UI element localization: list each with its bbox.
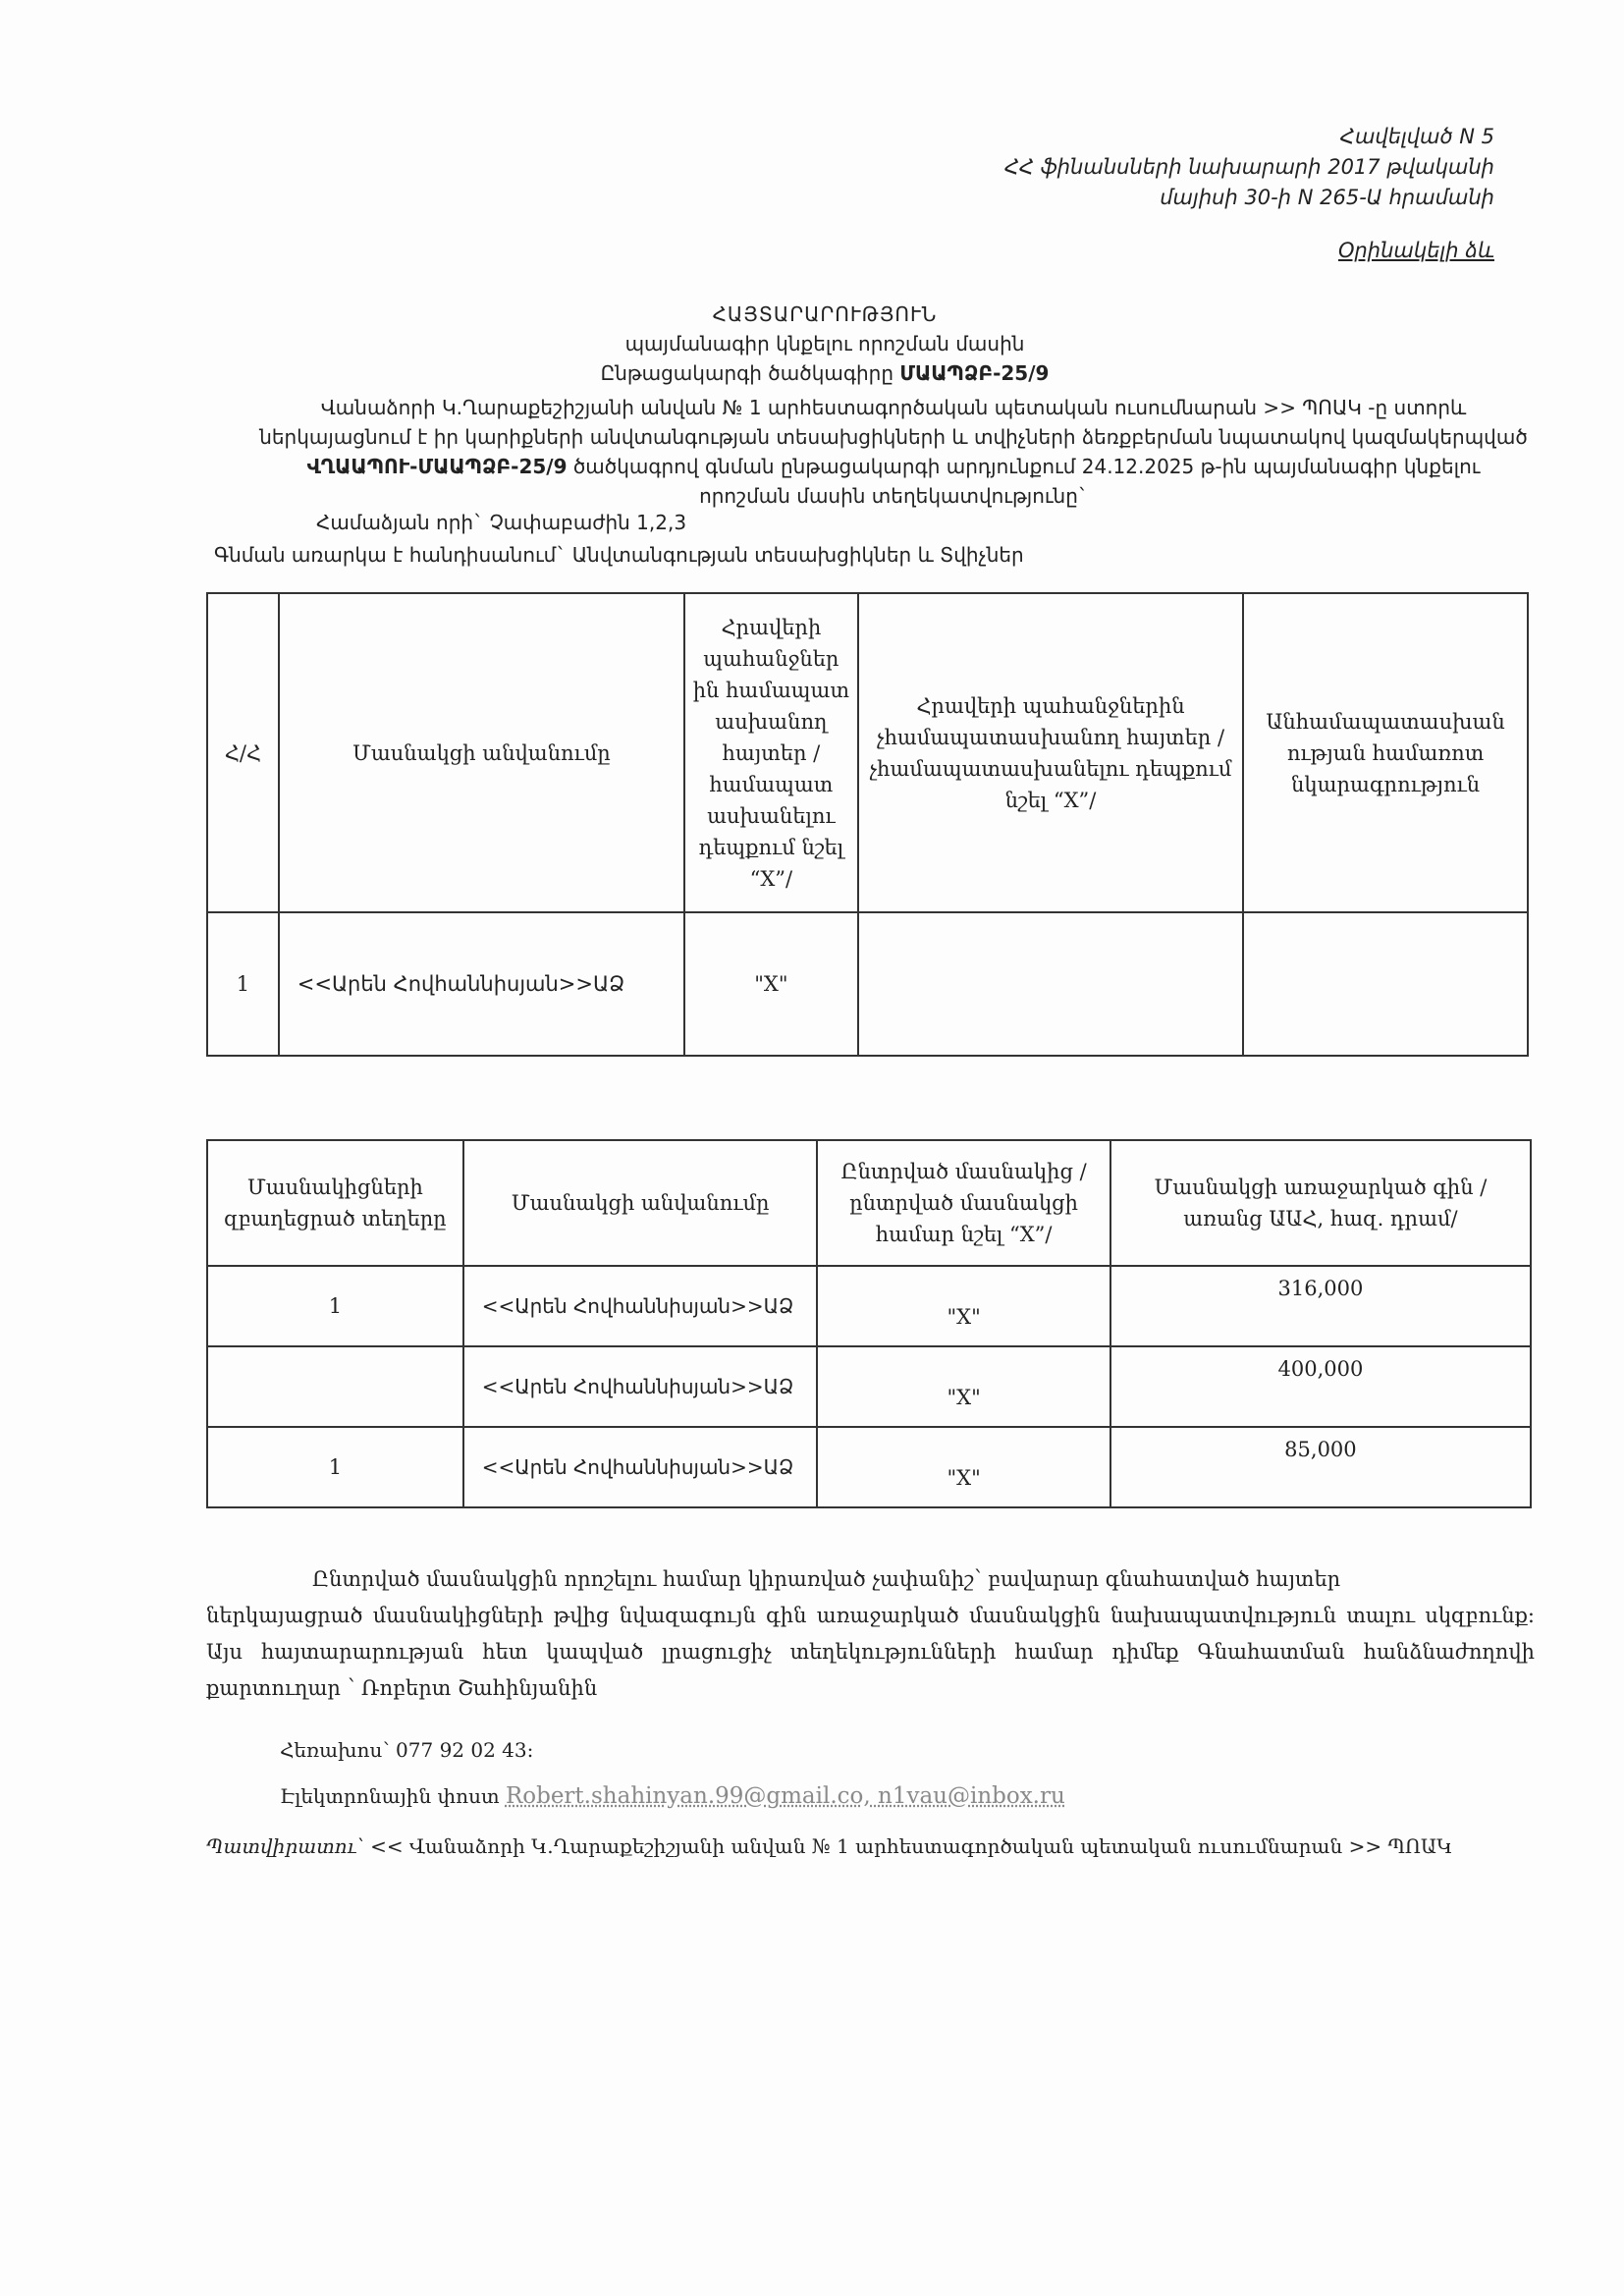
cell-place	[207, 1346, 463, 1427]
procedure-code-label: Ընթացակարգի ծածկագիրը	[600, 361, 900, 385]
appendix-reference	[1004, 122, 1494, 213]
title-subject: պայմանագիր կնքելու որոշման մասին	[624, 332, 1025, 355]
cell-place: 1	[207, 1427, 463, 1507]
phone-label: Հեռախոս՝	[280, 1738, 397, 1762]
email-label: Էլեկտրոնային փոստ	[280, 1784, 500, 1808]
cell-place: 1	[207, 1266, 463, 1346]
appendix-line: ՀՀ ֆինանսների նախարարի 2017 թվականի	[1004, 155, 1494, 179]
cell-participant-name: <<Արեն Հովհաննիսյան>>ԱՁ	[463, 1427, 818, 1507]
sample-form-label: Օրինակելի ձև	[1337, 239, 1494, 262]
cell-price: 316,000	[1110, 1266, 1531, 1346]
column-header-description: Անհամապատասխան ության համառոտ նկարագրություն	[1243, 593, 1528, 912]
cell-selected: "X"	[817, 1266, 1110, 1346]
cell-price: 400,000	[1110, 1346, 1531, 1427]
email-line	[280, 1783, 1065, 1809]
column-header-price: Մասնակցի առաջարկած գին /առանց ԱԱՀ, հազ. դրամ/	[1110, 1140, 1531, 1266]
full-procedure-code: ՎՂԱԱՊՈՒ-ՄԱԱՊՁԲ-25/9	[306, 455, 568, 478]
table-header-row	[207, 593, 1528, 912]
cell-selected: "X"	[817, 1346, 1110, 1427]
appendix-line: մայիսի 30-ի N 265-Ա հրամանի	[1160, 186, 1494, 209]
column-header-compliant: Հրավերի պահանջներ ին համապատ ասխանող հայտեր /համապատ ասխանելու դեպքում նշել “X”/	[684, 593, 858, 912]
compliance-table	[206, 592, 1529, 1057]
customer-label: Պատվիրատու՝	[206, 1834, 364, 1858]
cell-compliant: "X"	[684, 912, 858, 1056]
table-row	[207, 1346, 1531, 1427]
selection-criteria-paragraph	[206, 1561, 1535, 1700]
cell-participant-name: <<Արեն Հովհաննիսյան>>ԱՁ	[463, 1346, 818, 1427]
intro-paragraph	[236, 393, 1551, 511]
column-header-number: Հ/Հ	[207, 593, 279, 912]
customer-line	[206, 1829, 1532, 1865]
table-row	[207, 1427, 1531, 1507]
lots-line: Համաձյան որի` Չափաբաժին 1,2,3	[316, 511, 687, 534]
intro-line: ՎՂԱԱՊՈՒ-ՄԱԱՊՁԲ-25/9 ծածկագրով գնման ընթացակարգի արդյունքում 24.12.2025 թ-ին պայմանագիր կնքելու	[306, 455, 1481, 478]
criteria-first-line: Ընտրված մասնակցին որոշելու համար կիրառված չափանիշ՝ բավարար գնահատված հայտեր	[312, 1567, 1341, 1591]
column-header-participant: Մասնակցի անվանումը	[279, 593, 684, 912]
table-row	[207, 912, 1528, 1056]
procurement-subject-line: Գնման առարկա է հանդիսանում` Անվտանգության տեսախցիկներ և Տվիչներ	[214, 543, 1024, 567]
column-header-selected: Ընտրված մասնակից /ընտրված մասնակցի համար նշել “X”/	[817, 1140, 1110, 1266]
table-header-row	[207, 1140, 1531, 1266]
cell-selected: "X"	[817, 1427, 1110, 1507]
intro-line: որոշման մասին տեղեկատվությունը`	[699, 484, 1088, 508]
cell-participant-name: <<Արեն Հովհաննիսյան>>ԱՁ	[279, 912, 684, 1056]
procedure-code-line	[265, 358, 1384, 388]
column-header-place: Մասնակիցների զբաղեցրած տեղերը	[207, 1140, 463, 1266]
column-header-noncompliant: Հրավերի պահանջներին չհամապատասխանող հայտեր /չհամապատասխանելու դեպքում նշել “X”/	[858, 593, 1243, 912]
phone-line	[280, 1738, 533, 1762]
cell-noncompliant	[858, 912, 1243, 1056]
phone-number: 077 92 02 43:	[396, 1738, 534, 1762]
document-title	[265, 300, 1384, 388]
table-row	[207, 1266, 1531, 1346]
intro-line: ներկայացնում է իր կարիքների անվտանգության տեսախցիկների և տվիչների ձեռքբերման նպատակով կազմակերպված	[259, 425, 1528, 449]
cell-description	[1243, 912, 1528, 1056]
procedure-code: ՄԱԱՊՁԲ-25/9	[899, 361, 1050, 385]
criteria-text: ներկայացրած մասնակիցների թվից նվազագույն գին առաջարկած մասնակցին նախապատվություն տալու սկզբունք: Այս հայտարարության հետ կապված լրացուցիչ տեղեկությունների համար դիմեք Գնահատման հանձնաժողովի քարտուղար ՝ Ռոբերտ Շահինյանին	[206, 1604, 1535, 1700]
cell-number: 1	[207, 912, 279, 1056]
email-link[interactable]: Robert.shahinyan.99@gmail.co, n1vau@inbox.ru	[505, 1783, 1065, 1809]
title-announcement: ՀԱՅՏԱՐԱՐՈՒԹՅՈՒՆ	[712, 302, 938, 326]
ranking-table	[206, 1139, 1532, 1508]
cell-participant-name: <<Արեն Հովհաննիսյան>>ԱՁ	[463, 1266, 818, 1346]
appendix-line: Հավելված N 5	[1339, 125, 1494, 148]
cell-price: 85,000	[1110, 1427, 1531, 1507]
customer-name: << Վանաձորի Կ.Ղարաքեշիշյանի անվան № 1 արհեստագործական պետական ուսումնարան >> ՊՈԱԿ	[363, 1834, 1453, 1858]
column-header-participant: Մասնակցի անվանումը	[463, 1140, 818, 1266]
intro-line: Վանաձորի Կ.Ղարաքեշիշյանի անվան № 1 արհեստագործական պետական ուսումնարան >> ՊՈԱԿ -ը ստորև	[320, 396, 1467, 419]
